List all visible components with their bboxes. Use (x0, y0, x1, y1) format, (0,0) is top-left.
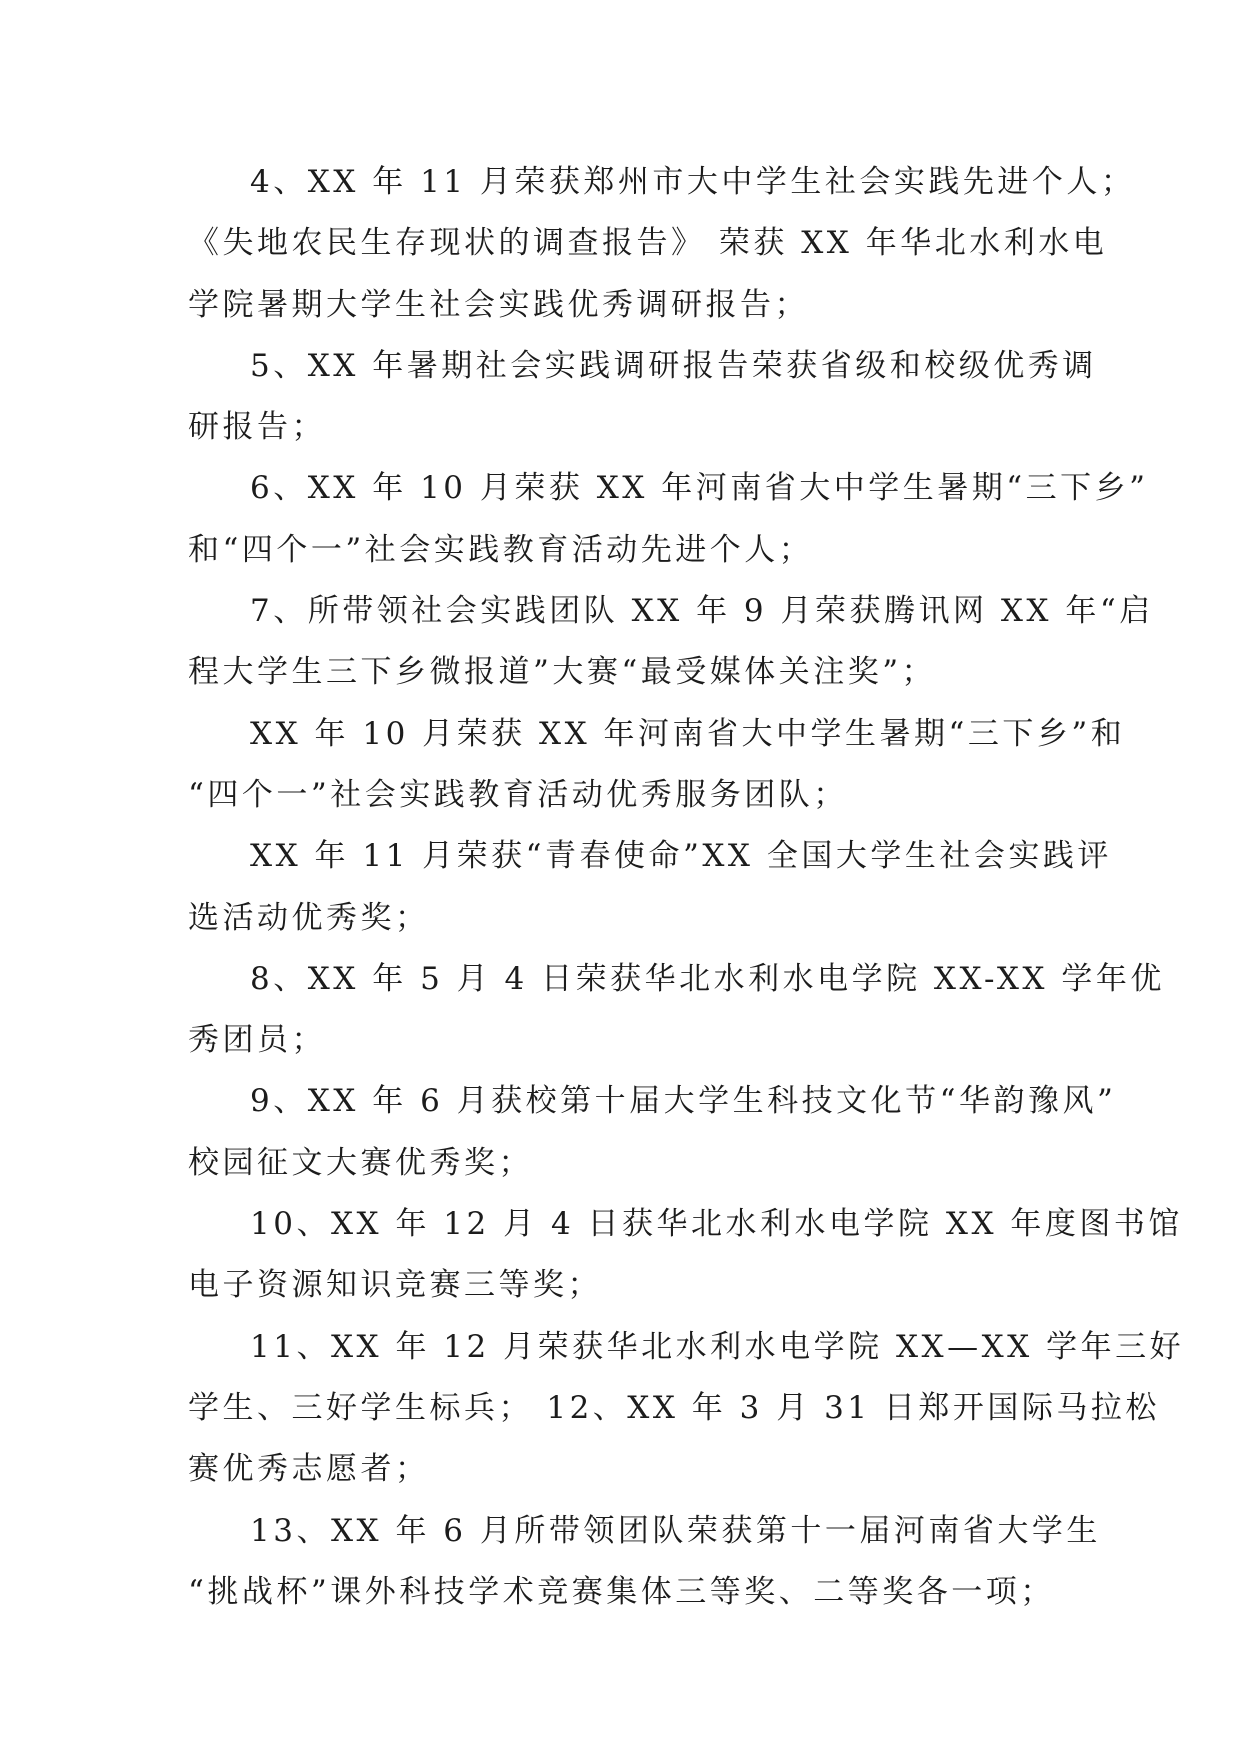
paragraph-line: 13、XX 年 6 月所带领团队荣获第十一届河南省大学生 (250, 1512, 1101, 1549)
paragraph-line: 选活动优秀奖； (188, 899, 430, 936)
paragraph-line: 研报告； (188, 409, 326, 446)
paragraph-line: 学生、三好学生标兵； 12、XX 年 3 月 31 日郑开国际马拉松 (188, 1389, 1160, 1426)
paragraph-line: 程大学生三下乡微报道”大赛“最受媒体关注奖”； (188, 654, 937, 691)
paragraph-award-11-12 (188, 1317, 1185, 1501)
paragraph-award-4 (188, 152, 1136, 336)
paragraph-line: XX 年 11 月荣获“青春使命”XX 全国大学生社会实践评 (250, 838, 1112, 875)
paragraph-award-7-team (188, 704, 1126, 827)
paragraph-line: 6、XX 年 10 月荣获 XX 年河南省大中学生暑期“三下乡” (250, 470, 1149, 507)
paragraph-award-13 (188, 1501, 1101, 1624)
paragraph-line: “四个一”社会实践教育活动优秀服务团队； (188, 776, 848, 813)
paragraph-award-9 (188, 1071, 1117, 1194)
paragraph-line: “挑战杯”课外科技学术竞赛集体三等奖、二等奖各一项； (188, 1573, 1055, 1610)
paragraph-line: 11、XX 年 12 月荣获华北水利水电学院 XX—XX 学年三好 (250, 1328, 1185, 1365)
paragraph-line: 7、所带领社会实践团队 XX 年 9 月荣获腾讯网 XX 年“启 (250, 593, 1154, 630)
paragraph-award-8 (188, 949, 1165, 1072)
paragraph-award-7 (188, 581, 1154, 704)
paragraph-line: XX 年 10 月荣获 XX 年河南省大中学生暑期“三下乡”和 (250, 715, 1126, 752)
paragraph-award-7-national (188, 826, 1112, 949)
paragraph-line: 和“四个一”社会实践教育活动先进个人； (188, 531, 814, 568)
paragraph-award-6 (188, 458, 1149, 581)
paragraph-line: 5、XX 年暑期社会实践调研报告荣获省级和校级优秀调 (250, 347, 1097, 384)
paragraph-line: 《失地农民生存现状的调查报告》 荣获 XX 年华北水利水电 (188, 225, 1108, 262)
paragraph-line: 赛优秀志愿者； (188, 1451, 430, 1488)
paragraph-line: 9、XX 年 6 月获校第十届大学生科技文化节“华韵豫风” (250, 1083, 1117, 1120)
paragraph-line: 学院暑期大学生社会实践优秀调研报告； (188, 286, 809, 323)
paragraph-line: 8、XX 年 5 月 4 日荣获华北水利水电学院 XX-XX 学年优 (250, 960, 1165, 997)
paragraph-line: 电子资源知识竞赛三等奖； (188, 1267, 602, 1304)
paragraph-line: 秀团员； (188, 1022, 326, 1059)
paragraph-line: 4、XX 年 11 月荣获郑州市大中学生社会实践先进个人； (250, 164, 1136, 200)
paragraph-line: 10、XX 年 12 月 4 日获华北水利水电学院 XX 年度图书馆 (250, 1206, 1183, 1243)
paragraph-award-5 (188, 336, 1097, 459)
paragraph-line: 校园征文大赛优秀奖； (188, 1144, 533, 1181)
document-body (188, 152, 1185, 1623)
paragraph-award-10 (188, 1194, 1183, 1317)
